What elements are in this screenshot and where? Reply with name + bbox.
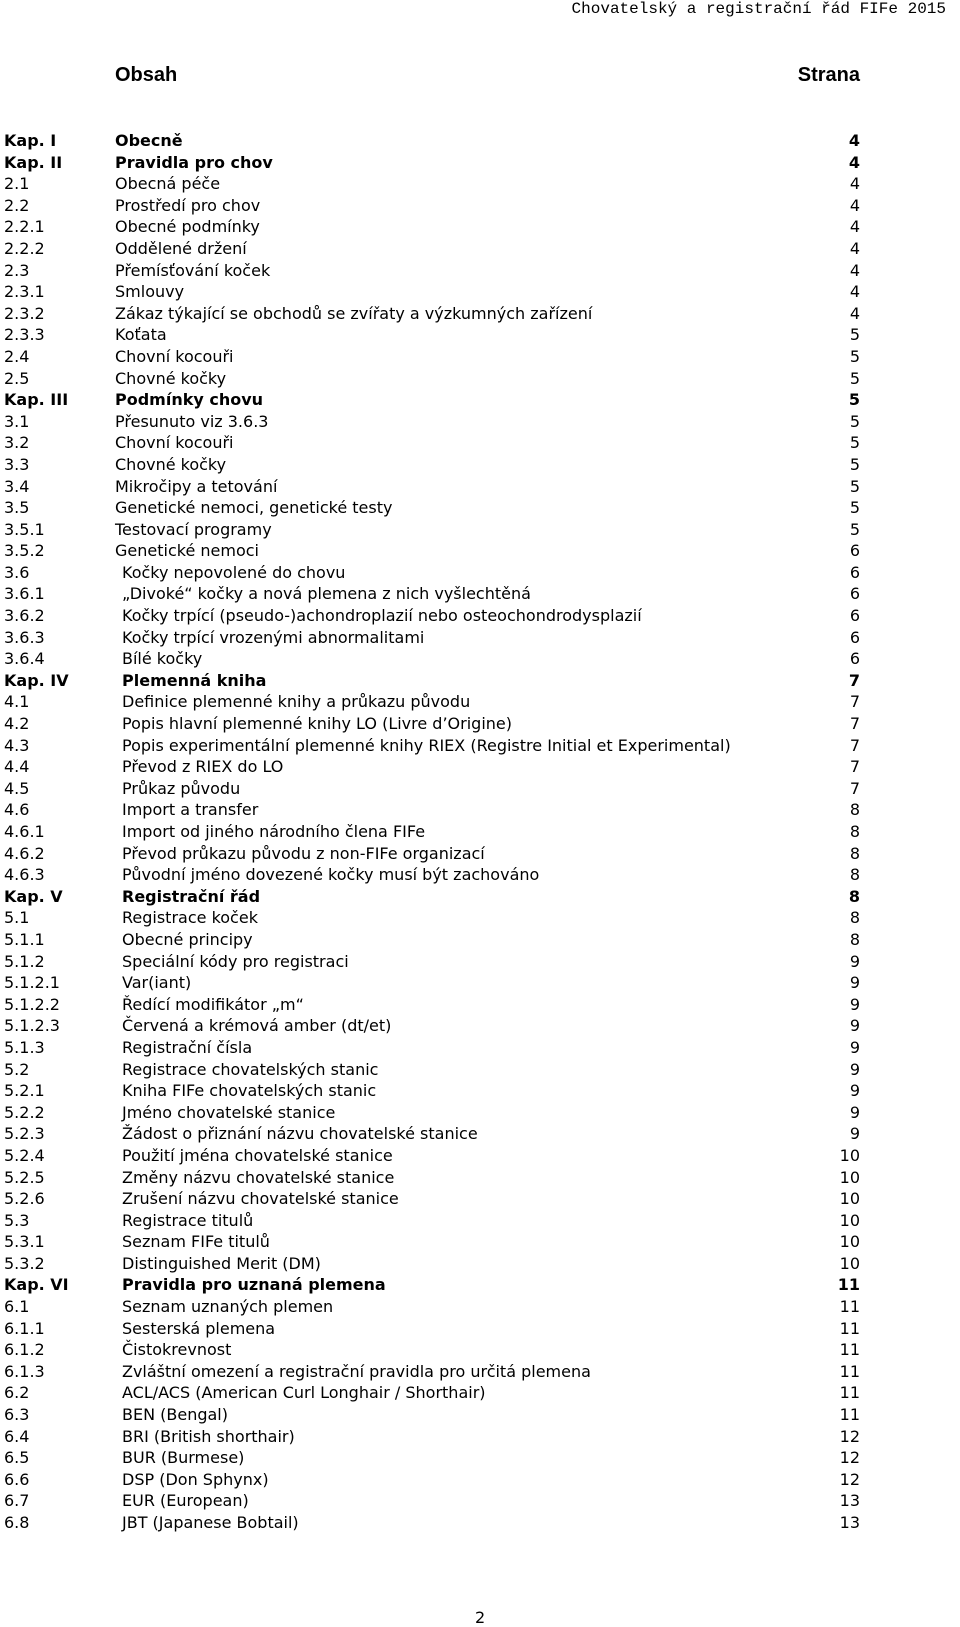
- toc-entry-page: 8: [848, 886, 860, 906]
- toc-entry-page: 7: [849, 714, 860, 734]
- toc-entry-title: EUR (European): [122, 1491, 249, 1511]
- toc-entry[interactable]: [0, 994, 960, 1016]
- toc-entry-page: 10: [839, 1145, 860, 1165]
- toc-entry[interactable]: [0, 281, 960, 303]
- toc-entry[interactable]: [0, 1426, 960, 1448]
- toc-entry-title: Speciální kódy pro registraci: [122, 951, 349, 971]
- toc-entry-page: 8: [849, 865, 860, 885]
- toc-entry-number: 6.1.3: [4, 1361, 45, 1381]
- toc-entry-number: 6.5: [4, 1448, 30, 1468]
- toc-entry-page: 7: [849, 778, 860, 798]
- toc-entry[interactable]: [0, 972, 960, 994]
- toc-entry-title: Prostředí pro chov: [115, 195, 261, 215]
- toc-entry[interactable]: [0, 1231, 960, 1253]
- toc-entry-number: 5.3: [4, 1210, 30, 1230]
- toc-entry-page: 11: [837, 1275, 860, 1295]
- toc-entry[interactable]: [0, 1404, 960, 1426]
- toc-entry-number: 5.1.2.3: [4, 1016, 60, 1036]
- toc-entry-number: 3.5.2: [4, 541, 45, 561]
- toc-entry-title: Popis experimentální plemenné knihy RIEX (Registre Initial et Experimental): [122, 735, 731, 755]
- toc-entry-page: 5: [849, 411, 860, 431]
- toc-entry-page: 5: [849, 519, 860, 539]
- toc-entry-title: BEN (Bengal): [122, 1405, 228, 1425]
- toc-entry-title: Zvláštní omezení a registrační pravidla pro určitá plemena: [122, 1361, 591, 1381]
- toc-entry-title: Smlouvy: [115, 282, 185, 302]
- toc-entry[interactable]: [0, 821, 960, 843]
- toc-entry[interactable]: [0, 1490, 960, 1512]
- toc-entry-number: 2.2.2: [4, 238, 45, 258]
- toc-entry[interactable]: [0, 562, 960, 584]
- toc-entry-page: 5: [849, 325, 860, 345]
- toc-entry-number: 6.1: [4, 1297, 30, 1317]
- toc-entry-page: 10: [839, 1210, 860, 1230]
- toc-entry[interactable]: [0, 799, 960, 821]
- toc-entry-title: DSP (Don Sphynx): [122, 1469, 269, 1489]
- toc-entry-number: 4.3: [4, 735, 30, 755]
- toc-entry-page: 11: [839, 1361, 860, 1381]
- toc-entry-page: 9: [849, 1016, 860, 1036]
- toc-entry[interactable]: [0, 1210, 960, 1232]
- toc-entry-title: Oddělené držení: [115, 238, 247, 258]
- toc-entry-title: Pravidla pro chov: [115, 152, 273, 172]
- toc-entry-title: Genetické nemoci: [115, 541, 259, 561]
- toc-entry[interactable]: [0, 1167, 960, 1189]
- toc-entry-number: 4.5: [4, 778, 30, 798]
- toc-entry-number: 2.5: [4, 368, 30, 388]
- toc-entry-number: 6.1.1: [4, 1318, 45, 1338]
- toc-entry-title: Var(iant): [122, 973, 192, 993]
- toc-entry[interactable]: [0, 713, 960, 735]
- toc-entry[interactable]: [0, 691, 960, 713]
- toc-entry[interactable]: [0, 605, 960, 627]
- toc-entry-number: 5.2.4: [4, 1145, 45, 1165]
- toc-entry-number: 4.1: [4, 692, 30, 712]
- toc-entry-page: 13: [839, 1513, 860, 1532]
- toc-entry-number: 4.4: [4, 757, 30, 777]
- toc-entry-page: 13: [839, 1491, 860, 1511]
- toc-entry-number: 5.2.5: [4, 1167, 45, 1187]
- toc-entry-number: 5.2: [4, 1059, 30, 1079]
- toc-entry-page: 8: [849, 908, 860, 928]
- toc-entry-number: Kap. VI: [4, 1275, 69, 1295]
- toc-entry-title: Žádost o přiznání názvu chovatelské stanice: [122, 1124, 478, 1144]
- toc-entry-number: Kap. I: [4, 131, 57, 150]
- toc-entry[interactable]: [0, 1512, 960, 1534]
- toc-entry-number: 2.2.1: [4, 217, 45, 237]
- toc-entry[interactable]: [0, 735, 960, 757]
- toc-entry-title: Registrační čísla: [122, 1037, 253, 1057]
- toc-entry-title: Definice plemenné knihy a průkazu původu: [122, 692, 471, 712]
- toc-entry-title: Chovní kocouři: [115, 346, 234, 366]
- toc-entry-page: 10: [839, 1253, 860, 1273]
- toc-entry-page: 6: [849, 606, 860, 626]
- toc-entry-number: 3.1: [4, 411, 30, 431]
- toc-entry-number: 6.7: [4, 1491, 30, 1511]
- toc-entry-page: 8: [849, 800, 860, 820]
- toc-entry-number: 5.2.2: [4, 1102, 45, 1122]
- toc-entry-number: 2.3.3: [4, 325, 45, 345]
- toc-chapter-entry[interactable]: [0, 152, 960, 174]
- toc-entry-number: 2.1: [4, 174, 30, 194]
- toc-entry-page: 10: [839, 1189, 860, 1209]
- toc-entry-number: 3.4: [4, 476, 30, 496]
- toc-entry-title: Import a transfer: [122, 800, 259, 820]
- toc-entry-title: „Divoké“ kočky a nová plemena z nich vyšlechtěná: [122, 584, 531, 604]
- toc-entry-title: BUR (Burmese): [122, 1448, 245, 1468]
- toc-entry-number: 2.4: [4, 346, 30, 366]
- toc-entry-page: 4: [849, 282, 860, 302]
- toc-entry-number: 3.6.4: [4, 649, 45, 669]
- toc-entry[interactable]: [0, 627, 960, 649]
- toc-entry-title: Registrační řád: [122, 886, 261, 906]
- toc-entry[interactable]: [0, 1339, 960, 1361]
- toc-entry-number: 4.6.1: [4, 822, 45, 841]
- toc-entry-number: 2.3.2: [4, 303, 45, 323]
- toc-entry[interactable]: [0, 454, 960, 476]
- toc-entry-title: Registrace koček: [122, 908, 258, 928]
- toc-entry-page: 12: [839, 1426, 860, 1446]
- toc-entry-number: 6.4: [4, 1426, 30, 1446]
- toc-entry[interactable]: [0, 1318, 960, 1340]
- toc-entry-page: 4: [849, 174, 860, 194]
- toc-entry-title: Seznam uznaných plemen: [122, 1297, 334, 1317]
- toc-entry[interactable]: [0, 1037, 960, 1059]
- toc-entry[interactable]: [0, 583, 960, 605]
- toc-entry-number: 6.1.2: [4, 1340, 45, 1360]
- toc-entry-title: Kočky trpící (pseudo-)achondroplazií nebo osteochondrodysplazií: [122, 606, 642, 626]
- toc-entry[interactable]: [0, 1123, 960, 1145]
- toc-entry-title: Import od jiného národního člena FIFe: [122, 822, 426, 841]
- toc-entry-number: 4.6: [4, 800, 30, 820]
- toc-entry[interactable]: [0, 173, 960, 195]
- toc-entry-page: 9: [849, 994, 860, 1014]
- toc-entry[interactable]: [0, 648, 960, 670]
- toc-entry-number: 3.2: [4, 433, 30, 453]
- toc-entry-number: Kap. V: [4, 886, 63, 906]
- toc-entry-page: 6: [849, 649, 860, 669]
- toc-entry-page: 4: [849, 195, 860, 215]
- toc-entry-page: 7: [849, 735, 860, 755]
- toc-entry-page: 4: [849, 217, 860, 237]
- toc-entry[interactable]: [0, 238, 960, 260]
- toc-entry-number: 6.8: [4, 1513, 30, 1532]
- toc-entry[interactable]: [0, 1015, 960, 1037]
- toc-entry-page: 8: [849, 822, 860, 841]
- toc-entry[interactable]: [0, 411, 960, 433]
- toc-entry-number: 3.6.1: [4, 584, 45, 604]
- toc-entry-page: 9: [849, 1102, 860, 1122]
- toc-entry[interactable]: [0, 260, 960, 282]
- toc-entry-number: 3.6: [4, 562, 30, 582]
- toc-entry-page: 4: [848, 131, 860, 150]
- toc-entry-number: 5.2.1: [4, 1081, 45, 1101]
- toc-entry-title: JBT (Japanese Bobtail): [122, 1513, 299, 1532]
- toc-entry-title: Přemísťování koček: [115, 260, 271, 280]
- toc-chapter-entry[interactable]: [0, 670, 960, 692]
- toc-entry-title: Změny názvu chovatelské stanice: [122, 1167, 395, 1187]
- toc-entry-title: Mikročipy a tetování: [115, 476, 278, 496]
- toc-entry[interactable]: [0, 346, 960, 368]
- toc-entry-page: 5: [848, 390, 860, 410]
- toc-entry-page: 9: [849, 1124, 860, 1144]
- toc-entry-number: 3.3: [4, 454, 30, 474]
- toc-entry[interactable]: [0, 195, 960, 217]
- toc-entry-title: Jméno chovatelské stanice: [122, 1102, 336, 1122]
- toc-entry-title: Přesunuto viz 3.6.3: [115, 411, 269, 431]
- toc-entry[interactable]: [0, 1102, 960, 1124]
- toc-entry[interactable]: [0, 540, 960, 562]
- toc-page-column-heading: Strana: [797, 64, 860, 86]
- toc-entry[interactable]: [0, 1382, 960, 1404]
- toc-entry[interactable]: [0, 907, 960, 929]
- toc-entry-number: 5.1.2.2: [4, 994, 60, 1014]
- toc-entry-number: 5.1.2.1: [4, 973, 60, 993]
- toc-entry-number: 5.1.2: [4, 951, 45, 971]
- toc-entry-title: Koťata: [115, 325, 167, 345]
- toc-entry-page: 5: [849, 346, 860, 366]
- toc-entry[interactable]: [0, 1361, 960, 1383]
- toc-entry[interactable]: [0, 432, 960, 454]
- toc-entry-number: 2.2: [4, 195, 30, 215]
- toc-entry-title: Kočky trpící vrozenými abnormalitami: [122, 627, 425, 647]
- toc-entry[interactable]: [0, 1188, 960, 1210]
- toc-entry-page: 5: [849, 498, 860, 518]
- toc-entry-number: 6.3: [4, 1405, 30, 1425]
- toc-entry-title: BRI (British shorthair): [122, 1426, 295, 1446]
- toc-entry-page: 11: [839, 1405, 860, 1425]
- toc-entry-page: 9: [849, 1037, 860, 1057]
- toc-entry-title: Seznam FIFe titulů: [122, 1232, 270, 1252]
- toc-chapter-entry[interactable]: [0, 389, 960, 411]
- toc-entry-number: 3.6.2: [4, 606, 45, 626]
- toc-entry[interactable]: [0, 1080, 960, 1102]
- toc-entry-page: 4: [849, 303, 860, 323]
- toc-entry-page: 6: [849, 541, 860, 561]
- toc-entry[interactable]: [0, 778, 960, 800]
- toc-entry[interactable]: [0, 303, 960, 325]
- toc-entry-title: ACL/ACS (American Curl Longhair / Shorthair): [122, 1383, 486, 1403]
- toc-entry-page: 5: [849, 476, 860, 496]
- toc-entry-number: 5.3.2: [4, 1253, 45, 1273]
- toc-entry-number: 5.2.3: [4, 1124, 45, 1144]
- toc-entry-title: Chovné kočky: [115, 368, 227, 388]
- toc-entry-page: 6: [849, 627, 860, 647]
- toc-entry[interactable]: [0, 1469, 960, 1491]
- toc-entry-number: 5.1.1: [4, 929, 45, 949]
- toc-entry-title: Chovní kocouři: [115, 433, 234, 453]
- toc-entry[interactable]: [0, 216, 960, 238]
- toc-entry-page: 12: [839, 1448, 860, 1468]
- toc-entry-title: Podmínky chovu: [115, 390, 264, 410]
- toc-entry-number: 6.2: [4, 1383, 30, 1403]
- toc-entry-page: 12: [839, 1469, 860, 1489]
- toc-entry-title: Původní jméno dovezené kočky musí být zachováno: [122, 865, 540, 885]
- toc-chapter-entry[interactable]: [0, 130, 960, 152]
- toc-entry-number: 3.5: [4, 498, 30, 518]
- toc-entry-title: Obecně: [115, 131, 183, 150]
- toc-entry-title: Chovné kočky: [115, 454, 227, 474]
- toc-entry-number: 3.5.1: [4, 519, 45, 539]
- toc-entry-page: 5: [849, 368, 860, 388]
- toc-title: Obsah: [115, 64, 178, 86]
- toc-entry-page: 4: [849, 238, 860, 258]
- toc-entry-title: Průkaz původu: [122, 778, 241, 798]
- toc-entry-page: 7: [848, 670, 860, 690]
- running-header: Chovatelský a registrační řád FIFe 2015: [571, 0, 946, 18]
- toc-chapter-entry[interactable]: [0, 886, 960, 908]
- toc-entry-page: 8: [849, 929, 860, 949]
- toc-entry[interactable]: [0, 476, 960, 498]
- toc-entry-title: Registrace chovatelských stanic: [122, 1059, 379, 1079]
- toc-entry-page: 9: [849, 973, 860, 993]
- toc-entry-title: Obecné principy: [122, 929, 253, 949]
- toc-entry-page: 9: [849, 951, 860, 971]
- toc-entry-number: 4.6.2: [4, 843, 45, 863]
- toc-entry-title: Plemenná kniha: [122, 670, 267, 690]
- toc-entry-title: Převod průkazu původu z non-FIFe organizací: [122, 843, 485, 863]
- toc-entry-number: 5.2.6: [4, 1189, 45, 1209]
- toc-entry-page: 10: [839, 1167, 860, 1187]
- toc-entry-title: Čistokrevnost: [122, 1340, 232, 1360]
- toc-entry-page: 10: [839, 1232, 860, 1252]
- toc-entry-page: 8: [849, 843, 860, 863]
- toc-entry[interactable]: [0, 951, 960, 973]
- toc-entry-title: Obecné podmínky: [115, 217, 260, 237]
- toc-entry-page: 11: [839, 1340, 860, 1360]
- toc-entry-number: 4.6.3: [4, 865, 45, 885]
- toc-entry-title: Kniha FIFe chovatelských stanic: [122, 1081, 377, 1101]
- toc-entry-page: 11: [839, 1318, 860, 1338]
- toc-entry-number: 2.3: [4, 260, 30, 280]
- toc-entry[interactable]: [0, 1059, 960, 1081]
- toc-entry-number: 2.3.1: [4, 282, 45, 302]
- toc-entry-page: 11: [839, 1383, 860, 1403]
- toc-entry-title: Ředící modifikátor „m“: [122, 994, 304, 1014]
- toc-entry-title: Distinguished Merit (DM): [122, 1253, 321, 1273]
- toc-entry-number: 5.1: [4, 908, 30, 928]
- toc-entry-title: Zákaz týkající se obchodů se zvířaty a výzkumných zařízení: [115, 303, 593, 323]
- toc-entry-title: Použití jména chovatelské stanice: [122, 1145, 393, 1165]
- toc-entry-title: Genetické nemoci, genetické testy: [115, 498, 393, 518]
- toc-entry-title: Zrušení názvu chovatelské stanice: [122, 1189, 399, 1209]
- toc-entry-page: 4: [848, 152, 860, 172]
- toc-entry[interactable]: [0, 519, 960, 541]
- toc-entry[interactable]: [0, 497, 960, 519]
- toc-entry[interactable]: [0, 324, 960, 346]
- toc-entry-page: 4: [849, 260, 860, 280]
- toc-entry-number: 6.6: [4, 1469, 30, 1489]
- toc-entry-title: Sesterská plemena: [122, 1318, 276, 1338]
- toc-entry[interactable]: [0, 843, 960, 865]
- toc-entry-page: 6: [849, 584, 860, 604]
- toc-entry-title: Pravidla pro uznaná plemena: [122, 1275, 386, 1295]
- toc-entry[interactable]: [0, 929, 960, 951]
- toc-entry-title: Převod z RIEX do LO: [122, 757, 284, 777]
- toc-entry[interactable]: [0, 1145, 960, 1167]
- toc-entry[interactable]: [0, 368, 960, 390]
- toc-entry-number: 3.6.3: [4, 627, 45, 647]
- toc-entry-page: 7: [849, 757, 860, 777]
- toc-entry-title: Popis hlavní plemenné knihy LO (Livre d’Origine): [122, 714, 512, 734]
- page-number: 2: [475, 1608, 486, 1627]
- toc-entry-number: Kap. II: [4, 152, 63, 172]
- toc-entry-title: Obecná péče: [115, 174, 221, 194]
- toc-entry[interactable]: [0, 1296, 960, 1318]
- toc-entry-title: Registrace titulů: [122, 1210, 254, 1230]
- toc-entry-title: Testovací programy: [115, 519, 272, 539]
- toc-entry-page: 9: [849, 1059, 860, 1079]
- toc-entry-page: 6: [849, 562, 860, 582]
- toc-entry-number: 5.3.1: [4, 1232, 45, 1252]
- toc-entry[interactable]: [0, 1253, 960, 1275]
- toc-entry-page: 11: [839, 1297, 860, 1317]
- toc-entry-title: Kočky nepovolené do chovu: [122, 562, 346, 582]
- toc-entry[interactable]: [0, 756, 960, 778]
- toc-entry-number: 5.1.3: [4, 1037, 45, 1057]
- toc-entry[interactable]: [0, 864, 960, 886]
- toc-entry-title: Červená a krémová amber (dt/et): [122, 1016, 392, 1036]
- toc-entry-title: Bílé kočky: [122, 649, 203, 669]
- toc-entry-number: Kap. III: [4, 390, 69, 410]
- toc-entry-page: 7: [849, 692, 860, 712]
- table-of-contents: [0, 130, 960, 1534]
- toc-chapter-entry[interactable]: [0, 1274, 960, 1296]
- toc-entry-page: 9: [849, 1081, 860, 1101]
- toc-entry-number: 4.2: [4, 714, 30, 734]
- toc-entry-page: 5: [849, 454, 860, 474]
- toc-entry-number: Kap. IV: [4, 670, 69, 690]
- toc-entry[interactable]: [0, 1447, 960, 1469]
- toc-entry-page: 5: [849, 433, 860, 453]
